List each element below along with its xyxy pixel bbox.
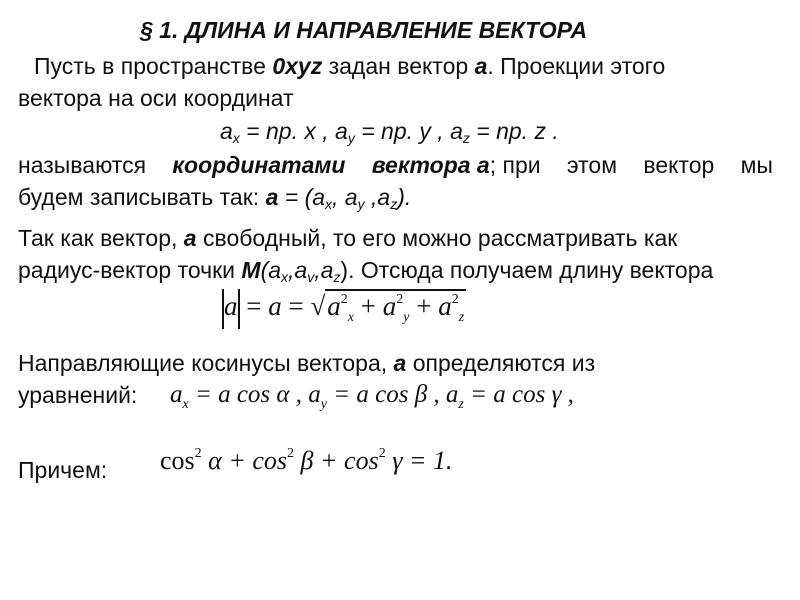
text: ,a: [288, 257, 308, 283]
sup: 2: [396, 292, 404, 308]
vector-a: a: [265, 184, 279, 210]
page-title: § 1. ДЛИНА И НАПРАВЛЕНИЕ ВЕКТОРА: [140, 17, 588, 43]
space-name: 0xyz: [272, 53, 323, 79]
radicand: [325, 289, 466, 326]
sub: x: [232, 130, 240, 146]
intro-line-1: [34, 53, 665, 80]
text: Пусть в пространстве: [34, 53, 273, 79]
az: a: [450, 118, 463, 144]
expr: α + cos: [201, 446, 288, 475]
fn: cos: [160, 446, 195, 475]
text: задан вектор: [322, 53, 475, 79]
var: a: [327, 291, 341, 322]
text: Так как вектор,: [18, 225, 184, 251]
para2-line-1: [18, 152, 773, 179]
expr: = a cos α ,: [188, 381, 309, 408]
ax: a: [220, 118, 233, 144]
var: a: [308, 381, 321, 408]
eq: = np. y ,: [354, 118, 451, 144]
op: +: [409, 291, 439, 322]
word: ; при: [489, 152, 541, 178]
projections-formula: [220, 118, 559, 145]
word-bold: вектора a: [371, 152, 490, 178]
para4-line-2: уравнений:: [18, 382, 138, 408]
point-M: M: [241, 257, 261, 283]
text: , a: [332, 184, 358, 210]
sup: 2: [340, 292, 348, 308]
eq: = np. z .: [469, 118, 559, 144]
para3-line-2: [18, 257, 713, 284]
text: радиус-вектор точки: [18, 257, 242, 283]
sub: y: [347, 130, 355, 146]
var: a: [445, 381, 459, 408]
sup: 2: [451, 292, 459, 308]
text: = (a: [278, 184, 326, 210]
text: свободный, то его можно рассматривать как: [196, 225, 678, 251]
sub: v: [307, 269, 315, 285]
word: мы: [740, 152, 773, 178]
text: (a: [260, 257, 282, 283]
text: Направляющие косинусы вектора,: [18, 350, 394, 376]
word: вектор: [643, 152, 715, 178]
eq: =: [239, 291, 269, 322]
text: определяются из: [406, 350, 596, 376]
eq: =: [281, 291, 311, 322]
sub: x: [281, 269, 289, 285]
var: a: [170, 381, 183, 408]
text: . Проекции этого: [487, 53, 666, 79]
cosines-identity-formula: [160, 446, 452, 476]
expr: = a cos γ ,: [463, 381, 574, 408]
eq: = np. x ,: [239, 118, 336, 144]
var: a: [268, 291, 282, 322]
text: ,a: [314, 257, 334, 283]
para5-label: Причем:: [18, 457, 108, 483]
sqrt-icon: √: [310, 291, 326, 322]
direction-cosines-formula: [170, 381, 574, 412]
sup: 2: [378, 446, 386, 461]
sub: x: [347, 310, 355, 326]
text: ). Отсюда получаем длину вектора: [340, 257, 714, 283]
text: ).: [397, 184, 412, 210]
op: +: [354, 291, 383, 322]
var: a: [382, 291, 397, 322]
sub: z: [333, 269, 341, 285]
para3-line-1: [18, 225, 677, 252]
word: называются: [18, 152, 147, 178]
vector-length-formula: [222, 289, 466, 329]
sup: 2: [287, 446, 295, 461]
text: будем записывать так:: [18, 184, 266, 210]
vector-a: a: [393, 350, 407, 376]
sub: x: [325, 196, 333, 212]
para2-line-2: [18, 184, 411, 211]
sub: x: [182, 397, 189, 412]
vector-a: a: [474, 53, 488, 79]
expr: = a cos β ,: [327, 381, 446, 408]
expr: β + cos: [294, 446, 379, 475]
word: этом: [566, 152, 618, 178]
sub: y: [403, 310, 410, 326]
text: ,a: [364, 184, 391, 210]
intro-line-2: вектора на оси координат: [18, 85, 294, 111]
sup: 2: [194, 446, 202, 461]
sub: z: [462, 130, 470, 146]
para4-line-1: [18, 350, 595, 377]
word-bold: координатами: [172, 152, 346, 178]
var: a: [224, 291, 238, 322]
expr: γ = 1.: [385, 446, 453, 475]
ay: a: [335, 118, 348, 144]
sub: z: [390, 196, 398, 212]
sub: y: [320, 397, 328, 412]
sub: z: [458, 310, 465, 326]
sub: z: [458, 397, 464, 412]
vector-a: a: [183, 225, 197, 251]
sub: y: [357, 196, 365, 212]
var: a: [438, 291, 452, 322]
